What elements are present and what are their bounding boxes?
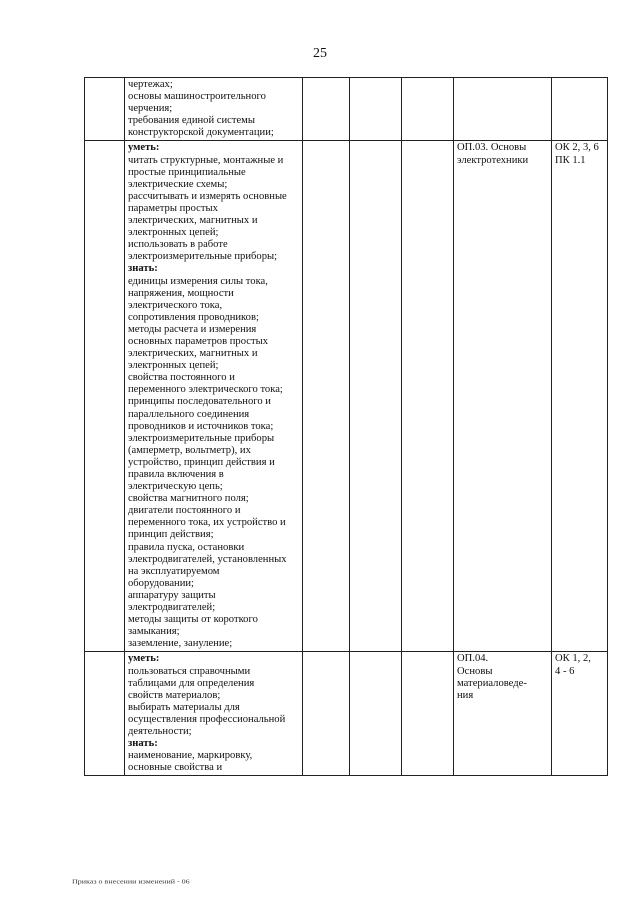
discipline-cell — [454, 78, 552, 141]
requirement-line: (амперметр, вольтметр), их — [128, 444, 251, 456]
empty-cell — [350, 78, 402, 141]
discipline-line: ОП.03. Основы — [457, 142, 527, 154]
requirement-line: электрических, магнитных и — [128, 348, 258, 360]
requirement-line: свойства постоянного и — [128, 372, 235, 384]
requirement-line: свойства магнитного поля; — [128, 493, 249, 505]
requirement-line: принцип действия; — [128, 529, 214, 541]
requirement-line: правила включения в — [128, 469, 224, 480]
curriculum-table — [84, 77, 608, 776]
index-cell — [85, 78, 125, 141]
requirement-line: проводников и источников тока; — [128, 420, 274, 432]
table-body — [85, 78, 608, 776]
requirement-line: оборудовании; — [128, 577, 194, 589]
discipline-cell — [454, 141, 552, 652]
requirement-line: основных параметров простых — [128, 335, 269, 347]
competencies-cell — [552, 141, 608, 652]
requirement-line: аппаратуру защиты — [128, 589, 216, 601]
requirement-line: электрического тока, — [128, 299, 223, 311]
requirement-line: простые принципиальные — [128, 166, 246, 178]
requirement-line: читать структурные, монтажные и — [128, 154, 284, 166]
page-number: 25 — [313, 46, 327, 61]
requirement-line: свойств материалов; — [128, 689, 221, 701]
requirement-line: двигатели постоянного и — [128, 505, 241, 517]
requirement-line: методы защиты от короткого — [128, 614, 258, 626]
requirement-line: электронных цепей; — [128, 360, 219, 372]
discipline-line: электротехники — [457, 154, 529, 166]
requirement-line: параметры простых — [128, 202, 218, 214]
requirement-line: осуществления профессиональной — [128, 713, 286, 725]
requirement-line: электроизмерительные приборы; — [128, 251, 278, 263]
section-heading: уметь: — [128, 142, 160, 154]
requirement-line: рассчитывать и измерять основные — [128, 190, 287, 202]
requirement-line: заземление, зануление; — [128, 638, 233, 650]
requirement-line: электрических, магнитных и — [128, 215, 258, 227]
section-heading: уметь: — [128, 653, 160, 665]
requirement-line: деятельности; — [128, 725, 192, 737]
requirement-line: требования единой системы — [128, 115, 256, 127]
requirement-line: основные свойства и — [128, 762, 223, 774]
requirement-line: методы расчета и измерения — [128, 323, 257, 335]
requirement-line: конструкторской документации; — [128, 127, 274, 139]
requirement-line: черчения; — [128, 103, 173, 115]
requirements-cell — [125, 78, 303, 141]
empty-cell — [303, 652, 350, 776]
footer-note: Приказ о внесении изменений - 06 — [72, 878, 190, 885]
competency-line: ОК 2, 3, 6 — [555, 142, 599, 154]
requirement-line: электрическую цепь; — [128, 481, 223, 493]
requirement-line: замыкания; — [128, 626, 180, 638]
requirement-line: переменного электрического тока; — [128, 384, 283, 396]
requirement-line: использовать в работе — [128, 239, 228, 251]
empty-cell — [402, 652, 454, 776]
section-heading: знать: — [128, 263, 158, 275]
requirement-line: таблицами для определения — [128, 677, 255, 689]
discipline-line: ОП.04. — [457, 653, 489, 665]
empty-cell — [303, 78, 350, 141]
empty-cell — [303, 141, 350, 652]
discipline-line: ния — [457, 689, 474, 701]
requirement-line: принципы последовательного и — [128, 396, 271, 408]
index-cell — [85, 141, 125, 652]
empty-cell — [350, 652, 402, 776]
requirement-line: выбирать материалы для — [128, 701, 240, 713]
discipline-line: материаловеде- — [457, 677, 527, 689]
requirement-line: электродвигателей; — [128, 602, 216, 614]
requirements-cell — [125, 652, 303, 776]
discipline-cell — [454, 652, 552, 776]
competency-line: 4 - 6 — [555, 665, 575, 677]
table-row — [85, 652, 608, 776]
competency-line: ОК 1, 2, — [555, 653, 591, 665]
requirement-line: правила пуска, остановки — [128, 541, 245, 553]
requirement-line: электроизмерительные приборы — [128, 432, 275, 444]
index-cell — [85, 652, 125, 776]
requirement-line: наименование, маркировку, — [128, 750, 253, 762]
requirement-line: на эксплуатируемом — [128, 565, 220, 577]
requirement-line: переменного тока, их устройство и — [128, 517, 286, 529]
table-row — [85, 141, 608, 652]
requirement-line: электродвигателей, установленных — [128, 553, 287, 565]
requirement-line: основы машиностроительного — [128, 91, 266, 103]
empty-cell — [402, 141, 454, 652]
section-heading: знать: — [128, 738, 158, 750]
requirement-line: единицы измерения силы тока, — [128, 275, 268, 287]
competencies-cell — [552, 78, 608, 141]
competencies-cell — [552, 652, 608, 776]
table-row — [85, 78, 608, 141]
requirement-line: электрические схемы; — [128, 178, 228, 190]
requirement-line: чертежах; — [128, 79, 173, 90]
discipline-line: Основы — [457, 665, 493, 677]
requirement-line: электронных цепей; — [128, 227, 219, 239]
requirements-cell — [125, 141, 303, 652]
empty-cell — [402, 78, 454, 141]
competency-line: ПК 1.1 — [555, 154, 586, 166]
requirement-line: параллельного соединения — [128, 408, 250, 420]
requirement-line: сопротивления проводников; — [128, 311, 259, 323]
requirement-line: устройство, принцип действия и — [128, 456, 275, 468]
empty-cell — [350, 141, 402, 652]
requirement-line: напряжения, мощности — [128, 287, 234, 299]
requirement-line: пользоваться справочными — [128, 665, 251, 677]
